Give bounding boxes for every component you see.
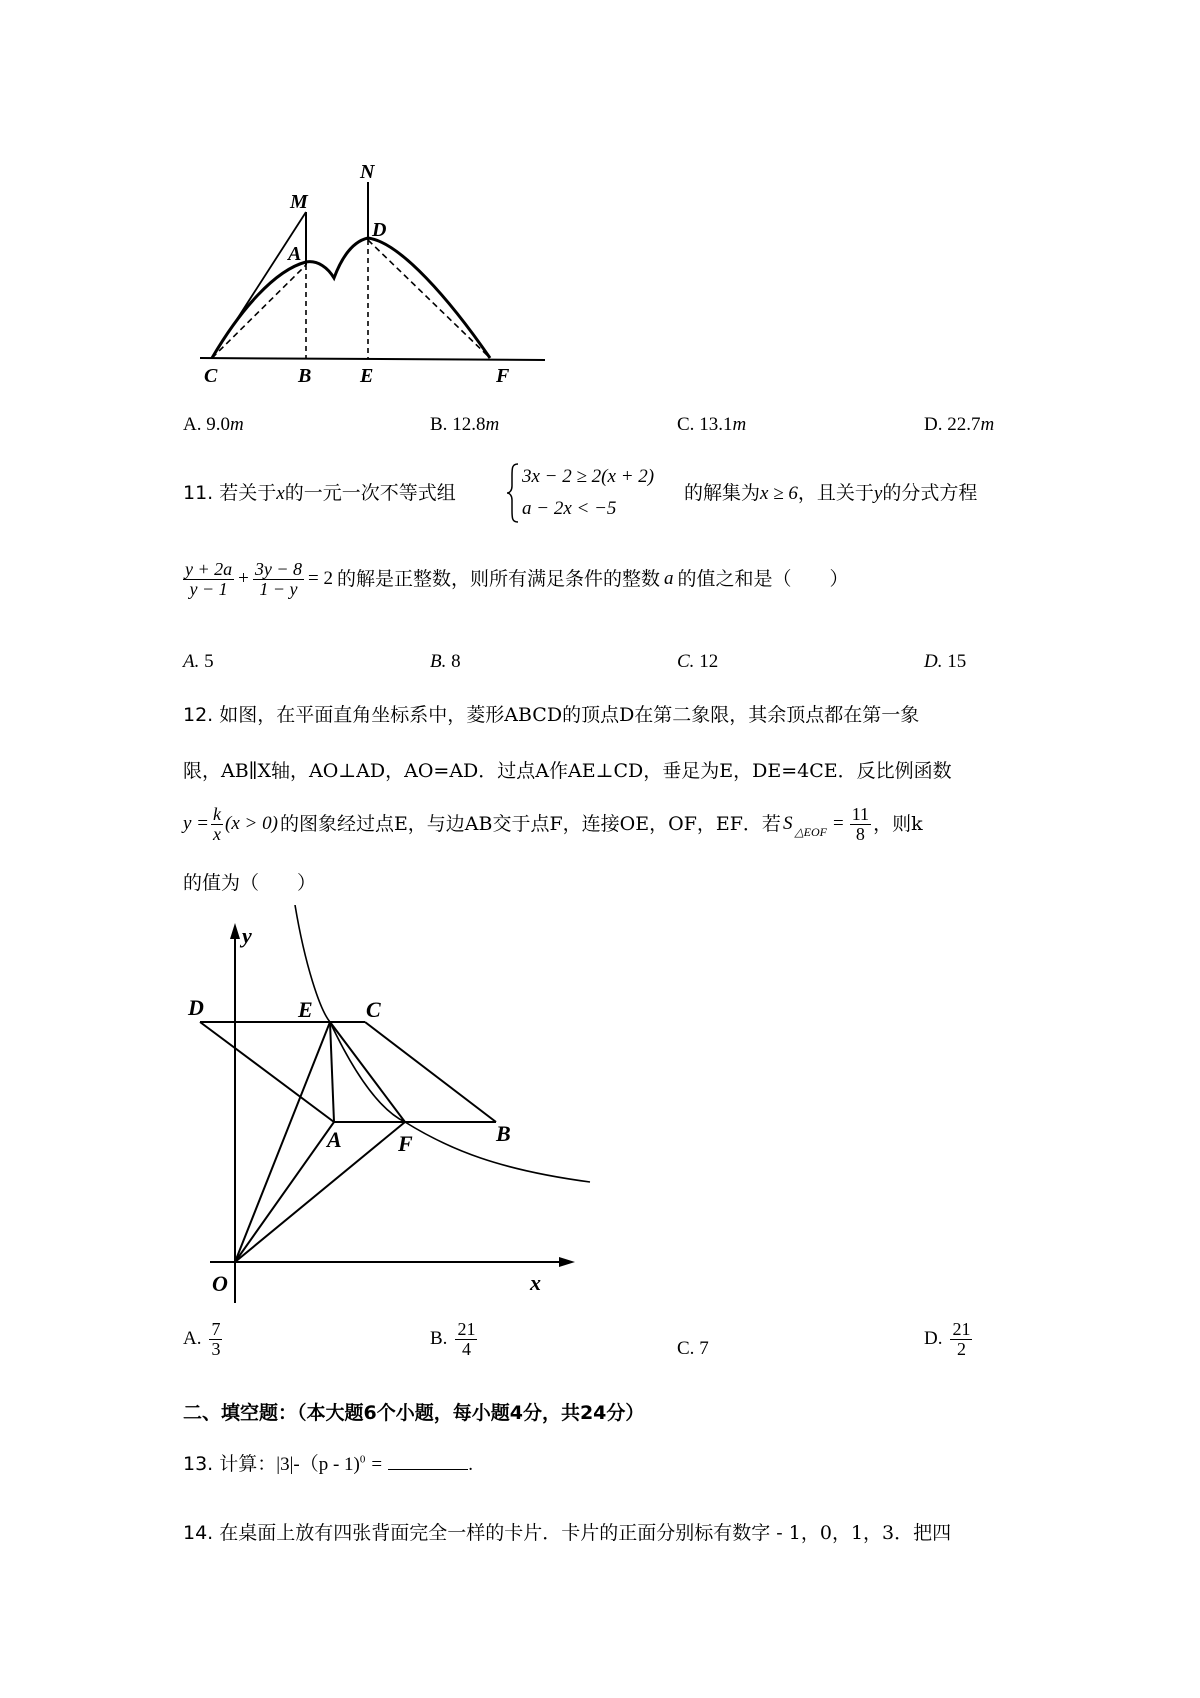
q11-fraction-equation: $\frac{y + 2a}{y - 1}$ + $\frac{3y - 8}{1 - y}$ = 2 的解是正整数，则所有满足条件的整数 a 的值之和是（ ） — [185, 559, 849, 599]
q12-line1: 如图，在平面直角坐标系中，菱形ABCD的顶点D在第二象限，其余顶点都在第一象 — [219, 704, 920, 726]
label-m: M — [290, 191, 308, 213]
figure-mountain — [200, 160, 560, 390]
label-n: N — [360, 161, 375, 183]
q11-number: 11. — [183, 482, 214, 504]
brace-icon — [506, 462, 520, 524]
q11-ineq2: a − 2x < −5 — [522, 498, 617, 519]
label-e: E — [360, 365, 374, 387]
label-o: O — [212, 1271, 228, 1296]
ground-line — [200, 358, 545, 360]
section-2-title: 二、填空题：（本大题6个小题，每小题4分，共24分） — [183, 1402, 645, 1424]
dashed-df — [368, 240, 490, 358]
q12-option-a[interactable]: A. $\frac{7}{3}$ — [183, 1319, 221, 1359]
q13-expression: |3|-（p - 1) — [276, 1454, 360, 1475]
label-e2: E — [298, 997, 313, 1022]
q11-ineq1: 3x − 2 ≥ 2(x + 2) — [522, 466, 655, 487]
dashed-ca — [212, 265, 306, 358]
q12-number: 12. — [183, 704, 214, 726]
label-c2: C — [366, 997, 381, 1022]
label-d: D — [372, 219, 387, 241]
x-axis-arrow-icon — [559, 1257, 575, 1267]
mountain-curve — [212, 238, 490, 358]
label-b: B — [298, 365, 312, 387]
q12-line4: 的值为（ ） — [183, 872, 317, 894]
q12-option-b[interactable]: B. $\frac{21}{4}$ — [430, 1319, 476, 1359]
segment-ef — [330, 1022, 405, 1122]
label-x: x — [530, 1270, 541, 1295]
figure-rhombus — [180, 905, 600, 1305]
q12-line2: 限，AB∥X轴，AO⊥AD，AO=AD．过点A作AE⊥CD，垂足为E，DE=4CE．反比例函数 — [183, 760, 952, 782]
question-13: 13. 计算：|3|-（p - 1)$^0$ = . — [183, 1453, 473, 1475]
q10-option-b[interactable]: B. 12.8m — [430, 414, 500, 435]
label-y: y — [242, 923, 252, 948]
label-a2: A — [327, 1127, 342, 1152]
q11-solution: x ≥ 6 — [760, 483, 798, 504]
label-f: F — [496, 365, 510, 387]
question-14: 14. 在桌面上放有四张背面完全一样的卡片．卡片的正面分别标有数字 - 1，0，1，3．把四 — [183, 1522, 952, 1544]
q12-option-d[interactable]: D. $\frac{21}{2}$ — [924, 1319, 971, 1359]
label-f2: F — [398, 1131, 413, 1156]
label-c: C — [204, 365, 218, 387]
label-a: A — [288, 243, 302, 265]
q12-option-c[interactable]: C. 7 — [677, 1338, 709, 1359]
side-ad — [200, 1022, 334, 1122]
y-axis-arrow-icon — [230, 923, 240, 939]
q10-option-d[interactable]: D. 22.7m — [924, 414, 995, 435]
q13-answer-blank[interactable] — [388, 1453, 468, 1470]
q10-option-c[interactable]: C. 13.1m — [677, 414, 747, 435]
segment-ae — [330, 1022, 334, 1122]
q11-option-a[interactable]: A. 5 — [183, 651, 214, 672]
q11-inequality-system — [506, 462, 682, 524]
q10-option-a[interactable]: A. 9.0m — [183, 414, 244, 435]
q11-option-b[interactable]: B. 8 — [430, 651, 461, 672]
q11-option-c[interactable]: C. 12 — [677, 651, 719, 672]
q12-line3: y = $\frac{k}{x}$ (x > 0) 的图象经过点E，与边AB交于点F，连接OE，OF，EF．若 S △EOF = $\frac{11}{8}$ ，则k — [183, 804, 923, 844]
q11-option-d[interactable]: D. 15 — [924, 651, 967, 672]
label-b2: B — [496, 1121, 511, 1146]
label-d2: D — [188, 995, 204, 1020]
